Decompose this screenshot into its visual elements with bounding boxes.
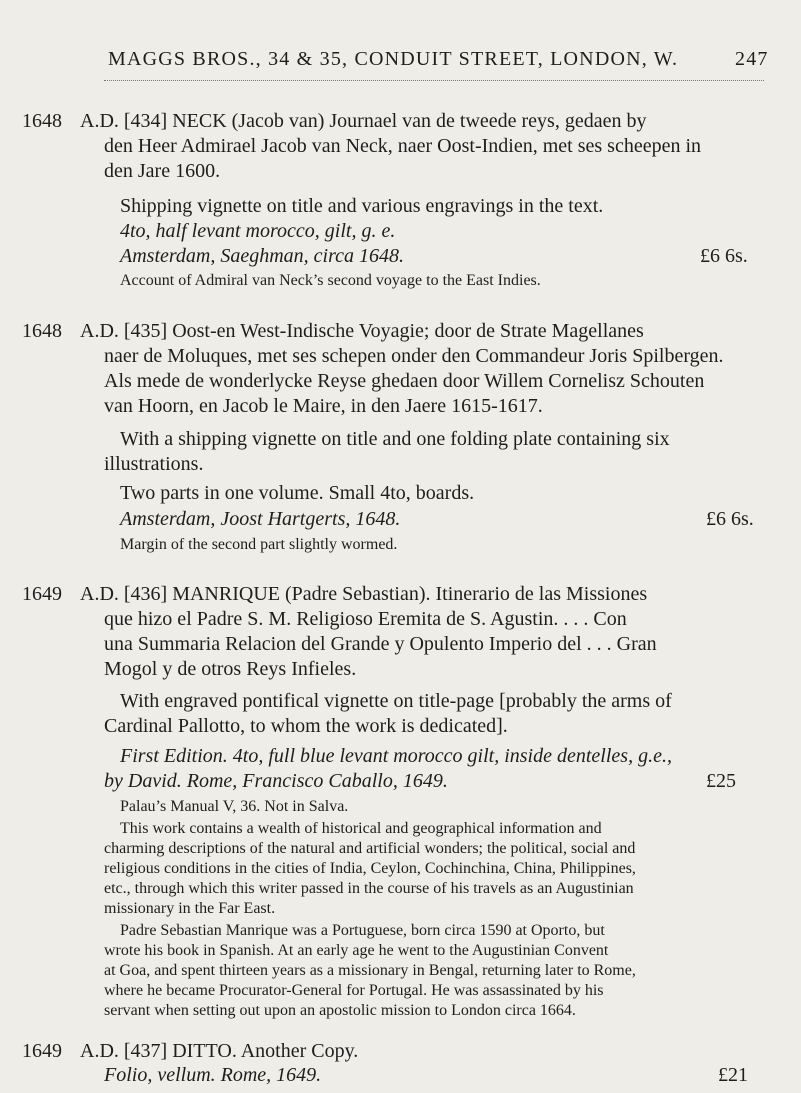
entry-price: £25 xyxy=(706,770,736,792)
entry-note: This work contains a wealth of historical and geographical information and xyxy=(120,820,602,837)
entry-line: First Edition. 4to, full blue levant morocco gilt, inside dentelles, g.e., xyxy=(120,745,672,767)
entry-line: A.D. [437] DITTO. Another Copy. xyxy=(80,1040,359,1062)
entry-line: Als mede de wonderlycke Reyse ghedaen door Willem Cornelisz Schouten xyxy=(104,370,705,392)
entry-note: where he became Procurator-General for Portugal. He was assassinated by his xyxy=(104,982,604,999)
entry-line: Amsterdam, Joost Hartgerts, 1648. xyxy=(120,508,401,530)
entry-line: Two parts in one volume. Small 4to, boards. xyxy=(120,482,475,504)
entry-note: Palau’s Manual V, 36. Not in Salva. xyxy=(120,798,349,815)
entry-year: 1648 xyxy=(22,320,62,342)
entry-line: Shipping vignette on title and various engravings in the text. xyxy=(120,195,604,217)
entry-line: A.D. [436] MANRIQUE (Padre Sebastian). Itinerario de las Missiones xyxy=(80,583,648,605)
entry-year: 1648 xyxy=(22,110,62,132)
entry-line: que hizo el Padre S. M. Religioso Eremita de S. Agustin. . . . Con xyxy=(104,608,627,630)
entry-line: A.D. [434] NECK (Jacob van) Journael van de tweede reys, gedaen by xyxy=(80,110,647,132)
page-number: 247 xyxy=(735,48,769,70)
entry-note: religious conditions in the cities of India, Ceylon, Cochinchina, China, Philippines, xyxy=(104,860,636,877)
entry-line: den Heer Admirael Jacob van Neck, naer Oost-Indien, met ses scheepen in xyxy=(104,135,702,157)
entry-note: etc., through which this writer passed in the course of his travels as an Augustinian xyxy=(104,880,634,897)
entry-price: £21 xyxy=(718,1064,748,1086)
entry-line: With engraved pontifical vignette on title-page [probably the arms of xyxy=(120,690,672,712)
entry-note: Padre Sebastian Manrique was a Portuguese, born circa 1590 at Oporto, but xyxy=(120,922,605,939)
entry-line: van Hoorn, en Jacob le Maire, in den Jaere 1615-1617. xyxy=(104,395,543,417)
entry-note: at Goa, and spent thirteen years as a missionary in Bengal, returning later to Rome, xyxy=(104,962,636,979)
entry-line: una Summaria Relacion del Grande y Opulento Imperio del . . . Gran xyxy=(104,633,657,655)
entry-year: 1649 xyxy=(22,583,62,605)
entry-note: Account of Admiral van Neck’s second voyage to the East Indies. xyxy=(120,272,541,289)
entry-line: by David. Rome, Francisco Caballo, 1649. xyxy=(104,770,448,792)
entry-line: Mogol y de otros Reys Infieles. xyxy=(104,658,357,680)
entry-line: illustrations. xyxy=(104,453,204,475)
entry-year: 1649 xyxy=(22,1040,62,1062)
entry-line: naer de Moluques, met ses schepen onder den Commandeur Joris Spilbergen. xyxy=(104,345,724,367)
entry-price: £6 6s. xyxy=(700,245,748,267)
entry-line: Folio, vellum. Rome, 1649. xyxy=(104,1064,322,1086)
entry-note: wrote his book in Spanish. At an early age he went to the Augustinian Convent xyxy=(104,942,609,959)
entry-line: Cardinal Pallotto, to whom the work is dedicated]. xyxy=(104,715,508,737)
entry-note: missionary in the Far East. xyxy=(104,900,276,917)
header-text: MAGGS BROS., 34 & 35, CONDUIT STREET, LONDON, W. xyxy=(108,48,679,70)
entry-line: With a shipping vignette on title and one folding plate containing six xyxy=(120,428,670,450)
entry-price: £6 6s. xyxy=(706,508,754,530)
entry-note: servant when setting out upon an apostolic mission to London circa 1664. xyxy=(104,1002,576,1019)
entry-note: Margin of the second part slightly wormed. xyxy=(120,536,398,553)
entry-line: A.D. [435] Oost-en West-Indische Voyagie; door de Strate Magellanes xyxy=(80,320,644,342)
entry-note: charming descriptions of the natural and artificial wonders; the political, social and xyxy=(104,840,636,857)
header-rule xyxy=(104,80,764,81)
entry-line: Amsterdam, Saeghman, circa 1648. xyxy=(120,245,405,267)
running-header xyxy=(108,48,768,71)
entry-line: 4to, half levant morocco, gilt, g. e. xyxy=(120,220,396,242)
entry-line: den Jare 1600. xyxy=(104,160,221,182)
